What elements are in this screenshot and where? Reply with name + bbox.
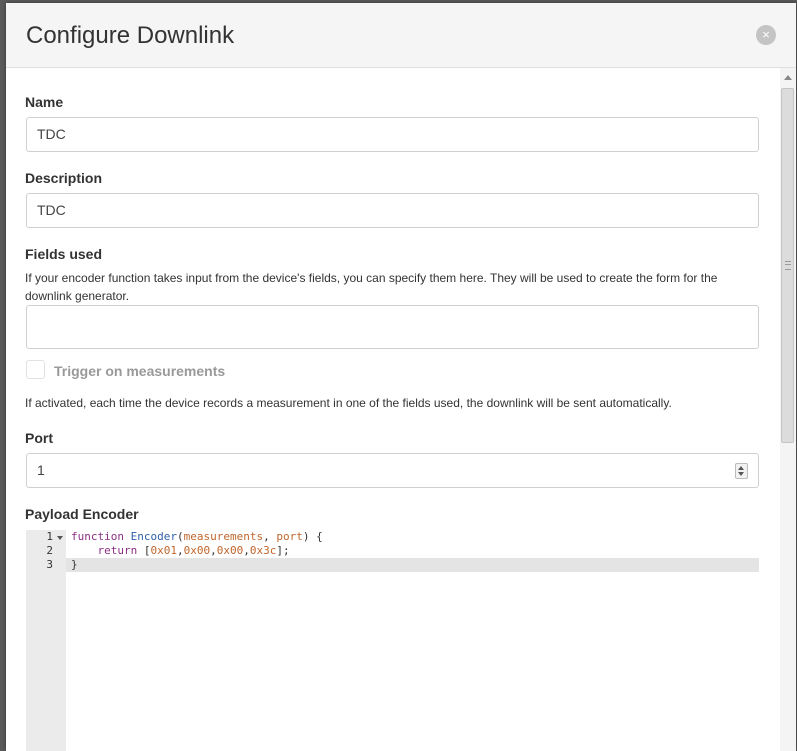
stepper-down-icon[interactable]	[738, 472, 744, 476]
code-editor[interactable]	[26, 530, 759, 751]
dialog-header	[6, 3, 796, 68]
description-label: Description	[25, 170, 103, 186]
port-input[interactable]	[26, 453, 759, 488]
scrollbar-thumb[interactable]	[781, 88, 794, 443]
dialog-body	[6, 68, 778, 751]
port-value: 1	[37, 462, 45, 478]
grip-icon	[785, 261, 791, 270]
trigger-checkbox[interactable]	[26, 360, 45, 379]
dialog-scrollbar[interactable]	[780, 68, 796, 751]
fold-arrow-icon[interactable]	[57, 536, 63, 540]
scroll-up-icon[interactable]	[784, 75, 792, 80]
line-number: 1	[46, 530, 53, 543]
stepper-up-icon[interactable]	[738, 466, 744, 470]
fields-used-help: If your encoder function takes input from the device's fields, you can specify them here. They will be used to create the form for the downlink generator.	[25, 271, 718, 303]
port-label: Port	[25, 430, 53, 446]
code-line: function Encoder(measurements, port) {	[71, 530, 323, 543]
fields-used-label: Fields used	[25, 246, 103, 262]
close-icon[interactable]: ×	[756, 25, 776, 45]
name-label: Name	[25, 94, 64, 110]
code-line: return [0x01,0x00,0x00,0x3c];	[97, 544, 290, 557]
code-line: }	[71, 558, 78, 571]
line-number: 2	[46, 544, 53, 557]
dialog-title: Configure Downlink	[26, 22, 235, 49]
trigger-help: If activated, each time the device records a measurement in one of the fields used, the downlink will be sent automatically.	[25, 396, 672, 410]
port-stepper[interactable]	[735, 463, 748, 479]
name-input[interactable]: TDC	[26, 117, 759, 152]
line-number: 3	[46, 558, 53, 571]
configure-downlink-dialog	[6, 3, 796, 751]
description-input[interactable]: TDC	[26, 193, 759, 228]
active-line-highlight	[26, 558, 759, 572]
editor-gutter	[26, 530, 66, 751]
fields-used-input[interactable]	[26, 305, 759, 349]
payload-encoder-label: Payload Encoder	[25, 506, 139, 522]
trigger-label[interactable]: Trigger on measurements	[54, 363, 226, 379]
